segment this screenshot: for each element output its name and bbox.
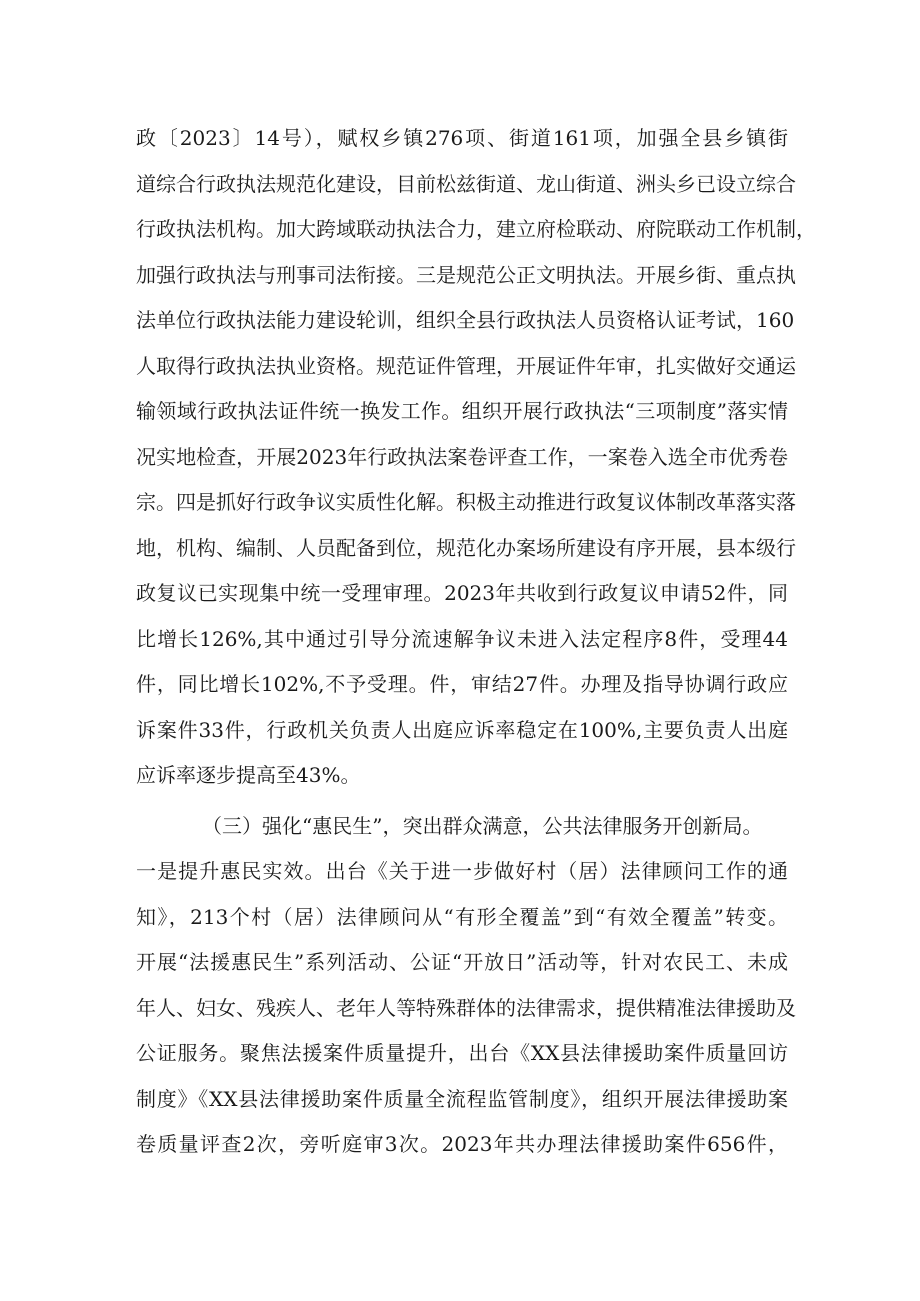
- text-line: 年人、妇女、残疾人、老年人等特殊群体的法律需求，提供精准法律援助及: [136, 995, 796, 1020]
- text-line: 法单位行政执法能力建设轮训，组织全县行政执法人员资格认证考试，160: [136, 308, 795, 332]
- text-line: 政复议已实现集中统一受理审理。2023年共收到行政复议申请52件，同: [136, 581, 788, 605]
- text-line: 应诉率逐步提高至43%。: [136, 763, 361, 787]
- text-line: 地，机构、编制、人员配备到位，规范化办案场所建设有序开展，县本级行: [136, 535, 796, 560]
- text-line: 加强行政执法与刑事司法衔接。三是规范公正文明执法。开展乡街、重点执: [136, 262, 796, 287]
- text-line: 公证服务。聚焦法援案件质量提升，出台《XX县法律援助案件质量回访: [136, 1041, 788, 1065]
- text-line: 宗。四是抓好行政争议实质性化解。积极主动推进行政复议体制改革落实落: [136, 490, 796, 514]
- text-line: 开展“法援惠民生”系列活动、公证“开放日”活动等，针对农民工、未成: [136, 950, 788, 974]
- text-line: 人取得行政执法执业资格。规范证件管理，开展证件年审，扎实做好交通运: [136, 353, 796, 378]
- text-line: 诉案件33件，行政机关负责人出庭应诉率稳定在100%,主要负责人出庭: [136, 717, 788, 742]
- text-line: 比增长126%,其中通过引导分流速解争议未进入法定程序8件，受理44: [136, 626, 788, 651]
- text-line: 道综合行政执法规范化建设，目前松兹街道、龙山街道、洲头乡已设立综合: [136, 171, 796, 196]
- text-line: 卷质量评查2次，旁听庭审3次。2023年共办理法律援助案件656件，: [136, 1132, 788, 1156]
- document-body: [136, 116, 816, 1168]
- text-line: 况实地检查，开展2023年行政执法案卷评查工作，一案卷入选全市优秀卷: [136, 444, 788, 469]
- text-line: 制度》《XX县法律援助案件质量全流程监管制度》，组织开展法律援助案: [136, 1086, 788, 1111]
- paragraph-administrative-law-enforcement: [136, 116, 816, 799]
- section-heading: （三）强化“惠民生”，突出群众满意，公共法律服务开创新局。: [202, 813, 763, 838]
- text-line: 件，同比增长102%,不予受理。件，审结27件。办理及指导协调行政应: [136, 672, 788, 696]
- text-line: 行政执法机构。加大跨域联动执法合力，建立府检联动、府院联动工作机制，: [136, 217, 816, 241]
- paragraph-public-legal-services: [136, 804, 796, 1168]
- text-line: 政〔2023〕14号），赋权乡镇276项、街道161项，加强全县乡镇街: [136, 126, 788, 150]
- text-line: 一是提升惠民实效。出台《关于进一步做好村（居）法律顾问工作的通: [136, 859, 788, 883]
- text-line: 知》，213个村（居）法律顾问从“有形全覆盖”到“有效全覆盖”转变。: [136, 904, 788, 929]
- text-line: 输领域行政执法证件统一换发工作。组织开展行政执法“三项制度”落实情: [136, 399, 788, 423]
